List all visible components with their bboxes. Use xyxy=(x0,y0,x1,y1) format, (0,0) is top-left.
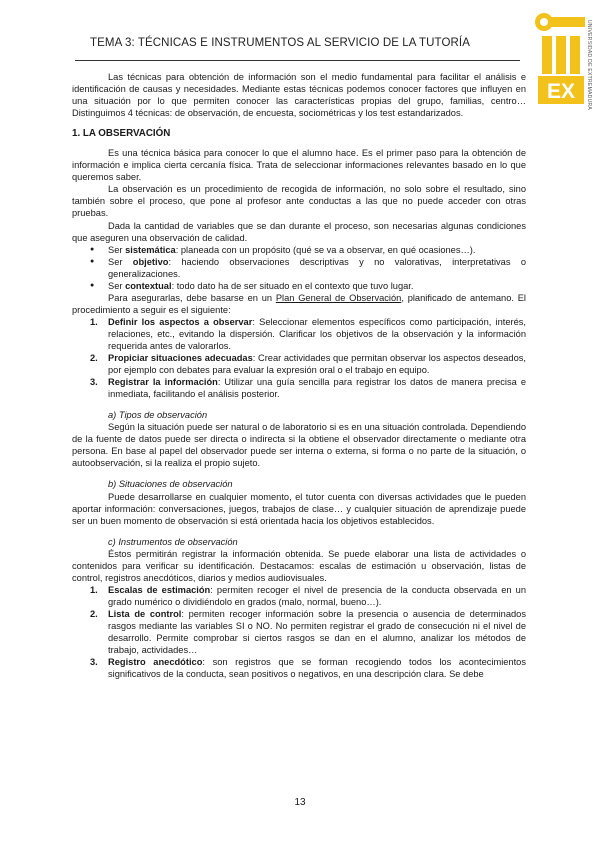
subsection-title: a) Tipos de observación xyxy=(108,410,208,421)
list-item: ● Ser sistemática: planeada con un propósito (qué se va a observar, en qué ocasiones…). xyxy=(108,244,526,256)
header-rule xyxy=(75,60,520,61)
paragraph: Para asegurarlas, debe basarse en un Plan General de Observación, planificado de antemano. El procedimiento a seguir es el siguiente: xyxy=(72,292,526,315)
paragraph: La observación es un procedimiento de recogida de información, no solo sobre el resultado, sino también sobre el proceso, que pone al profesor ante conductas a las que no puede acceder con otras pruebas. xyxy=(72,184,526,219)
list-item: 1. Definir los aspectos a observar: Seleccionar elementos específicos como participación, interés, relaciones, etc., evitando la dispersión. Clarificar los objetivos de la observación y la información requerida antes de valorarlos. xyxy=(90,316,526,351)
list-item: 1. Escalas de estimación: permiten recoger el nivel de presencia de la conducta observada en un grado numérico o dividiéndolo en grados (malo, normal, bueno…). xyxy=(90,584,526,607)
paragraph: Según la situación puede ser natural o de laboratorio si es en una situación controlada. Dependiendo de la fuente de datos puede ser directa o indirecta si la obtiene el observador directamente o mediante otra persona. En base al papel del observador puede ser interna o externa, si forma o no parte de la situación, o autoobservación, si la realiza el propio sujeto. xyxy=(72,422,526,469)
plan-link-text: Plan General de Observación xyxy=(275,292,402,303)
page-header-title: TEMA 3: TÉCNICAS E INSTRUMENTOS AL SERVICIO DE LA TUTORÍA xyxy=(90,37,470,49)
university-logo xyxy=(534,6,594,106)
list-item: 2. Lista de control: permiten recoger información sobre la presencia o ausencia de determinados rasgos mediante las variables SI o NO. No permiten registrar el grado de consecución ni el nivel de desarrollo. Permite comprobar si ciertos rasgos se dan en el alumno, analizar los métodos de trabajo, actividades… xyxy=(90,608,526,656)
list-item: ● Ser objetivo: haciendo observaciones descriptivas y no valorativas, interpretativas o generalizaciones. xyxy=(108,256,526,280)
paragraph: Puede desarrollarse en cualquier momento, el tutor cuenta con diversas actividades que le pueden aportar información: conversaciones, juegos, trabajos de clase… y cualquier situación de aprendizaje puede ser un buen momento de observación si está orientada hacia los objetivos establecidos. xyxy=(72,491,526,526)
subsection-title: c) Instrumentos de observación xyxy=(108,536,238,547)
intro-paragraph: Las técnicas para obtención de información son el medio fundamental para facilitar el análisis e identificación de causas y necesidades. Mediante estas técnicas podemos conocer factores que influyen en una situación por lo que permiten conocer las características propias del grupo, familias, centro… Distinguimos 4 técnicas: de observación, de encuesta, sociométricas y los test estandarizados. xyxy=(72,72,526,119)
list-item: 3. Registrar la información: Utilizar una guía sencilla para registrar los datos de manera precisa e inmediata, facilitando el análisis posterior. xyxy=(90,377,526,400)
paragraph: Es una técnica básica para conocer lo que el alumno hace. Es el primer paso para la obtención de información e implica cierta cercanía física. Trata de seleccionar informaciones relevantes basado en lo que queremos saber. xyxy=(72,148,526,183)
logo-text: EX xyxy=(546,80,576,103)
logo-university-name: UNIVERSIDAD DE EXTREMADURA xyxy=(586,20,592,111)
list-item: ● Ser contextual: todo dato ha de ser situado en el contexto que tuvo lugar. xyxy=(108,280,526,292)
paragraph: Dada la cantidad de variables que se dan durante el proceso, son necesarias algunas condiciones que aseguren una observación de calidad. xyxy=(72,220,526,243)
document-body xyxy=(72,71,526,680)
list-item: 2. Propiciar situaciones adecuadas: Crear actividades que permitan observar los aspectos deseados, por ejemplo con debates para evaluar la expresión oral o el trabajo en equipo. xyxy=(90,353,526,376)
section-heading: 1. LA OBSERVACIÓN xyxy=(72,128,171,140)
page-number: 13 xyxy=(294,797,306,808)
conditions-list xyxy=(72,244,526,292)
paragraph: Éstos permitirán registrar la información obtenida. Se puede elaborar una lista de actividades o contenidos para verificar su identificación. Destacamos: escalas de estimación u observación, listas de control, registros anecdóticos, diarios y medios audiovisuales. xyxy=(72,548,526,583)
procedure-list xyxy=(72,316,526,400)
instruments-list xyxy=(72,584,526,680)
list-item: 3. Registro anecdótico: son registros que se forman recogiendo todos los acontecimientos significativos de la conducta, sean positivos o negativos, en una descripción clara. Se debe xyxy=(90,657,527,680)
subsection-title: b) Situaciones de observación xyxy=(108,479,233,490)
